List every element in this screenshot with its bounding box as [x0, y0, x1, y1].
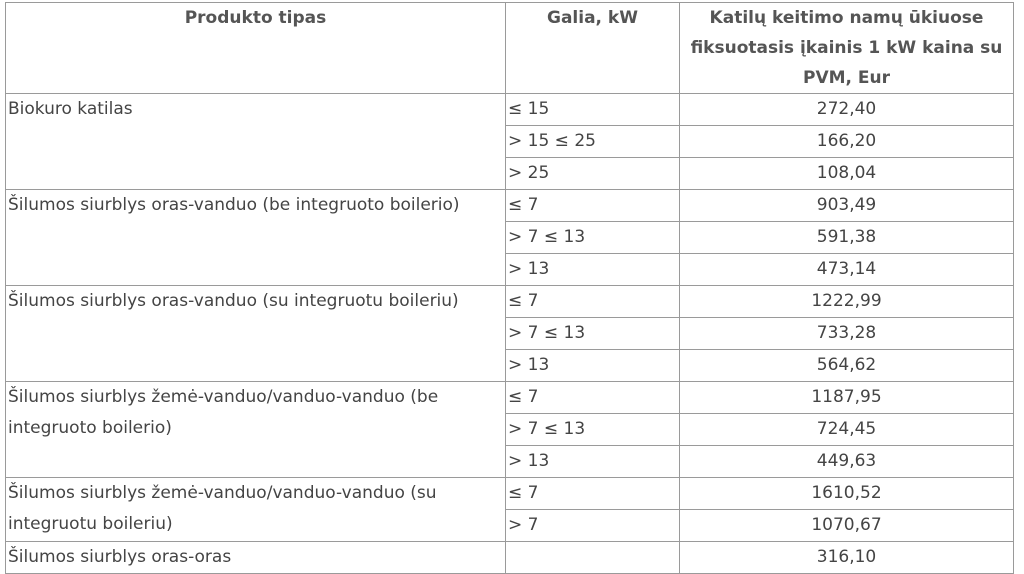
price-cell: 1070,67 [680, 510, 1014, 542]
power-cell: > 13 [506, 350, 680, 382]
product-cell: Šilumos siurblys oras-oras [6, 542, 506, 574]
header-power: Galia, kW [506, 3, 680, 94]
power-cell: > 25 [506, 158, 680, 190]
price-cell: 473,14 [680, 254, 1014, 286]
table-row [6, 382, 1014, 414]
power-cell: > 15 ≤ 25 [506, 126, 680, 158]
table-row [6, 94, 1014, 126]
power-cell: > 7 ≤ 13 [506, 318, 680, 350]
power-cell: > 7 ≤ 13 [506, 222, 680, 254]
price-cell: 166,20 [680, 126, 1014, 158]
price-cell: 1610,52 [680, 478, 1014, 510]
product-cell: Šilumos siurblys žemė-vanduo/vanduo-vanduo (be integruoto boilerio) [6, 382, 506, 478]
price-cell: 316,10 [680, 542, 1014, 574]
power-cell: > 7 [506, 510, 680, 542]
header-price: Katilų keitimo namų ūkiuose fiksuotasis įkainis 1 kW kaina su PVM, Eur [680, 3, 1014, 94]
price-cell: 591,38 [680, 222, 1014, 254]
power-cell [506, 542, 680, 574]
table-row [6, 190, 1014, 222]
power-cell: ≤ 7 [506, 478, 680, 510]
price-table [5, 2, 1014, 574]
power-cell: ≤ 15 [506, 94, 680, 126]
price-cell: 564,62 [680, 350, 1014, 382]
price-cell: 108,04 [680, 158, 1014, 190]
power-cell: ≤ 7 [506, 286, 680, 318]
power-cell: > 13 [506, 446, 680, 478]
table-row [6, 286, 1014, 318]
power-cell: > 13 [506, 254, 680, 286]
price-cell: 733,28 [680, 318, 1014, 350]
price-cell: 724,45 [680, 414, 1014, 446]
header-product: Produkto tipas [6, 3, 506, 94]
product-cell: Šilumos siurblys oras-vanduo (be integruoto boilerio) [6, 190, 506, 286]
header-row [6, 3, 1014, 94]
table-row [6, 542, 1014, 574]
power-cell: ≤ 7 [506, 190, 680, 222]
power-cell: > 7 ≤ 13 [506, 414, 680, 446]
price-cell: 272,40 [680, 94, 1014, 126]
product-cell: Šilumos siurblys oras-vanduo (su integruotu boileriu) [6, 286, 506, 382]
table-row [6, 478, 1014, 510]
price-cell: 903,49 [680, 190, 1014, 222]
price-cell: 1222,99 [680, 286, 1014, 318]
product-cell: Šilumos siurblys žemė-vanduo/vanduo-vanduo (su integruotu boileriu) [6, 478, 506, 542]
price-cell: 1187,95 [680, 382, 1014, 414]
product-cell: Biokuro katilas [6, 94, 506, 190]
power-cell: ≤ 7 [506, 382, 680, 414]
price-cell: 449,63 [680, 446, 1014, 478]
